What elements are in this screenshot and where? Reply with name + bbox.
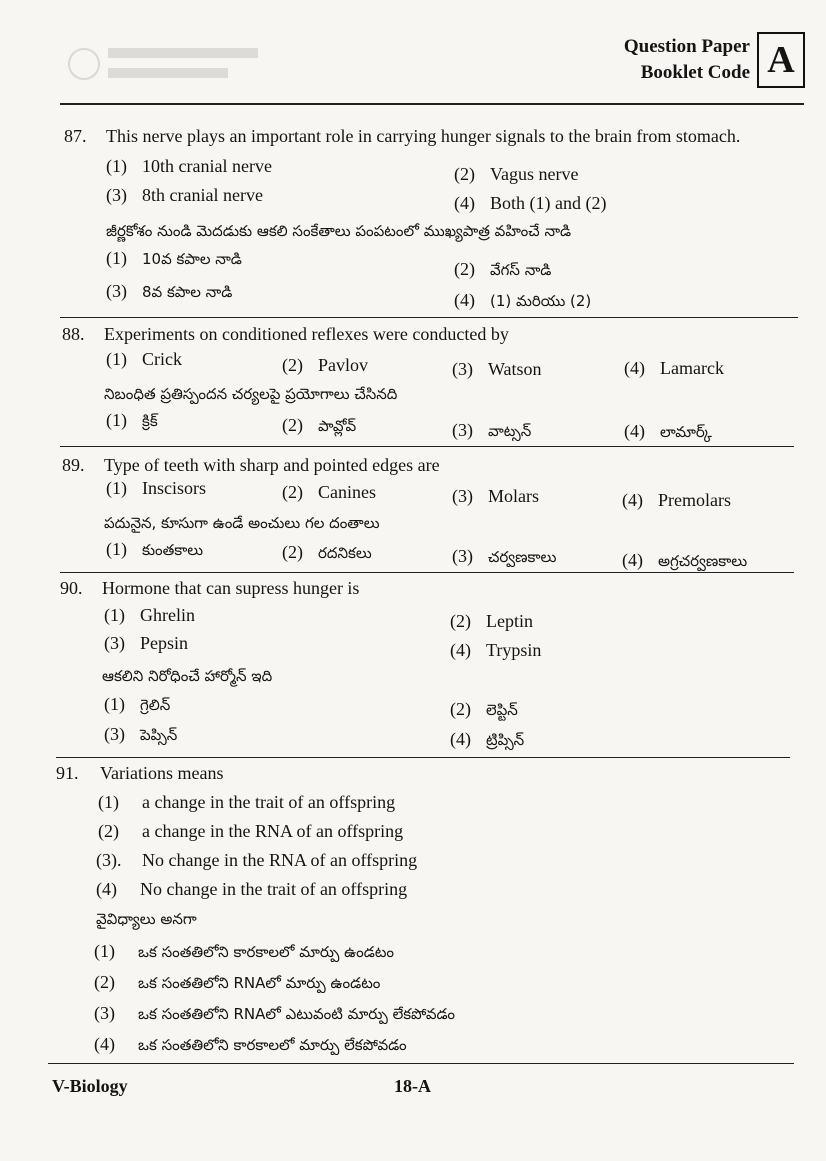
- option-number: (1): [104, 605, 125, 625]
- option-text: (1) మరియు (2): [490, 292, 592, 310]
- option: [106, 410, 158, 434]
- question-text-en: This nerve plays an important role in carrying hunger signals to the brain from stomach.: [106, 126, 741, 146]
- question-text-te: ఆకలిని నిరోధించే హార్మోన్ ఇది: [102, 667, 273, 685]
- option: [94, 1034, 407, 1058]
- option-text: లెప్టిన్: [486, 701, 518, 719]
- option-number: (1): [106, 349, 127, 369]
- option: [282, 415, 356, 439]
- option: [454, 259, 551, 283]
- option-number: (3).: [96, 850, 122, 870]
- option-text: No change in the trait of an offspring: [140, 879, 408, 899]
- option-text: Both (1) and (2): [490, 193, 607, 213]
- option: [450, 640, 541, 661]
- question-divider: [60, 446, 794, 447]
- option-text: వేగస్ నాడి: [490, 261, 552, 279]
- question-text-te: నిబంధిత ప్రతిస్పందన చర్యలపై ప్రయోగాలు చేసినది: [104, 385, 398, 403]
- question-divider: [56, 757, 790, 758]
- question-divider: [60, 317, 798, 318]
- option-number: (1): [106, 410, 127, 430]
- option-number: (4): [94, 1034, 115, 1054]
- option-text: క్రిక్: [142, 412, 158, 430]
- option-text: Vagus nerve: [490, 164, 579, 184]
- option-text: ఒక సంతతిలోని RNAలో మార్పు ఉండటం: [138, 974, 381, 992]
- question-text-te: వైవిధ్యాలు అనగా: [96, 910, 197, 928]
- question-89: [62, 455, 440, 476]
- footer-page-number: 18-A: [394, 1076, 431, 1096]
- option-number: (3): [104, 724, 125, 744]
- option: [106, 539, 203, 563]
- option: [282, 542, 372, 566]
- question-number: 89.: [62, 455, 85, 475]
- option-number: (1): [104, 694, 125, 714]
- option: [96, 850, 417, 871]
- bleed-through-mark: [68, 42, 308, 92]
- option-text: Trypsin: [486, 640, 542, 660]
- option-number: (4): [622, 550, 643, 570]
- option: [106, 349, 182, 370]
- option-number: (4): [622, 490, 643, 510]
- option-number: (2): [282, 482, 303, 502]
- option: [452, 546, 556, 570]
- booklet-code-header: [600, 30, 810, 94]
- option-text: Inscisors: [142, 478, 206, 498]
- option-text: No change in the RNA of an offspring: [142, 850, 418, 870]
- option-text: అగ్రచర్వణకాలు: [658, 552, 748, 570]
- option-text: చర్వణకాలు: [488, 548, 557, 566]
- option: [106, 248, 242, 272]
- question-87: [64, 126, 741, 147]
- option: [94, 972, 380, 996]
- option-text: Premolars: [658, 490, 731, 510]
- option-number: (1): [106, 156, 127, 176]
- question-text-en: Hormone that can supress hunger is: [102, 578, 360, 598]
- option: [622, 550, 747, 574]
- question-text-te: జీర్ణకోశం నుండి మెదడుకు ఆకలి సంకేతాలు పంపటంలో ముఖ్యపాత్ర వహించే నాడి: [106, 222, 572, 240]
- option-text: కుంతకాలు: [142, 541, 204, 559]
- option-text: Canines: [318, 482, 376, 502]
- option-text: 10th cranial nerve: [142, 156, 272, 176]
- option-number: (4): [624, 421, 645, 441]
- footer-rule: [48, 1063, 794, 1064]
- option-number: (2): [98, 821, 119, 841]
- option-number: (2): [282, 355, 303, 375]
- option: [98, 792, 395, 813]
- option-text: రదనికలు: [318, 544, 372, 562]
- option-number: (4): [450, 729, 471, 749]
- option-number: (3): [106, 185, 127, 205]
- option: [282, 355, 368, 376]
- option: [452, 486, 539, 507]
- option-text: Crick: [142, 349, 182, 369]
- option-number: (1): [106, 478, 127, 498]
- option: [454, 193, 606, 214]
- option: [624, 421, 712, 445]
- header-label: [600, 34, 750, 86]
- option-number: (3): [94, 1003, 115, 1023]
- option-number: (4): [454, 290, 475, 310]
- option: [454, 164, 578, 185]
- question-number: 91.: [56, 763, 79, 783]
- option-number: (2): [454, 164, 475, 184]
- option-text: ఒక సంతతిలోని RNAలో ఎటువంటి మార్పు లేకపోవడం: [138, 1005, 456, 1023]
- option-text: Pepsin: [140, 633, 189, 653]
- option: [106, 478, 206, 499]
- question-text-en: Experiments on conditioned reflexes were conducted by: [104, 324, 509, 344]
- option-number: (1): [106, 248, 127, 268]
- option-text: 8th cranial nerve: [142, 185, 263, 205]
- option-text: Leptin: [486, 611, 533, 631]
- option-number: (4): [624, 358, 645, 378]
- question-91: [56, 763, 224, 784]
- option: [450, 699, 518, 723]
- option-number: (3): [452, 359, 473, 379]
- option-text: Watson: [488, 359, 542, 379]
- option: [624, 358, 724, 379]
- option: [98, 821, 403, 842]
- option: [94, 941, 394, 965]
- option: [104, 633, 188, 654]
- header-rule: [60, 103, 804, 105]
- question-text-en: Type of teeth with sharp and pointed edges are: [104, 455, 440, 475]
- option-number: (1): [106, 539, 127, 559]
- option: [106, 156, 272, 177]
- option: [94, 1003, 455, 1027]
- option-number: (1): [94, 941, 115, 961]
- option-number: (4): [454, 193, 475, 213]
- option-number: (2): [282, 542, 303, 562]
- header-line-1: Question Paper: [623, 36, 750, 57]
- question-text-en: Variations means: [100, 763, 224, 783]
- question-90: [60, 578, 360, 599]
- option: [106, 281, 232, 305]
- option-text: ఒక సంతతిలోని కారకాలలో మార్పు లేకపోవడం: [138, 1036, 407, 1054]
- booklet-code-box: A: [757, 32, 805, 88]
- option: [104, 605, 195, 626]
- question-divider: [60, 572, 794, 573]
- option-number: (2): [450, 611, 471, 631]
- option-number: (2): [282, 415, 303, 435]
- option-text: లామార్క్: [660, 423, 712, 441]
- option-text: పావ్లోవ్: [318, 417, 357, 435]
- option-text: గ్రెలిన్: [140, 696, 171, 714]
- option: [622, 490, 731, 511]
- footer-subject: V-Biology: [52, 1076, 128, 1096]
- option-number: (3): [104, 633, 125, 653]
- option-number: (2): [94, 972, 115, 992]
- option-text: a change in the RNA of an offspring: [142, 821, 404, 841]
- question-number: 90.: [60, 578, 83, 598]
- option-text: Ghrelin: [140, 605, 195, 625]
- option-text: Lamarck: [660, 358, 724, 378]
- header-line-2: Booklet Code: [640, 62, 750, 83]
- option-text: పెప్సిన్: [140, 726, 178, 744]
- option: [282, 482, 376, 503]
- option-number: (2): [454, 259, 475, 279]
- option-number: (3): [452, 486, 473, 506]
- option-number: (3): [452, 546, 473, 566]
- option-text: ఒక సంతతిలోని కారకాలలో మార్పు ఉండటం: [138, 943, 395, 961]
- option: [452, 420, 531, 444]
- option-text: 8వ కపాల నాడి: [142, 283, 233, 301]
- option: [96, 879, 407, 900]
- question-number: 87.: [64, 126, 87, 146]
- question-text-te: పదునైన, కూసుగా ఉండే అంచులు గల దంతాలు: [104, 514, 380, 532]
- option-text: 10వ కపాల నాడి: [142, 250, 242, 268]
- option: [104, 694, 170, 718]
- question-number: 88.: [62, 324, 85, 344]
- option: [104, 724, 177, 748]
- option-number: (4): [450, 640, 471, 660]
- option: [452, 359, 542, 380]
- option: [454, 290, 591, 314]
- option-text: వాట్సన్: [488, 422, 532, 440]
- option: [450, 729, 524, 753]
- option: [450, 611, 533, 632]
- question-88: [62, 324, 509, 345]
- option-number: (4): [96, 879, 117, 899]
- option-text: Molars: [488, 486, 539, 506]
- option-number: (2): [450, 699, 471, 719]
- option-text: a change in the trait of an offspring: [142, 792, 396, 812]
- option-text: Pavlov: [318, 355, 369, 375]
- option-text: ట్రిప్సిన్: [486, 731, 525, 749]
- option-number: (1): [98, 792, 119, 812]
- option: [106, 185, 263, 206]
- option-number: (3): [106, 281, 127, 301]
- option-number: (3): [452, 420, 473, 440]
